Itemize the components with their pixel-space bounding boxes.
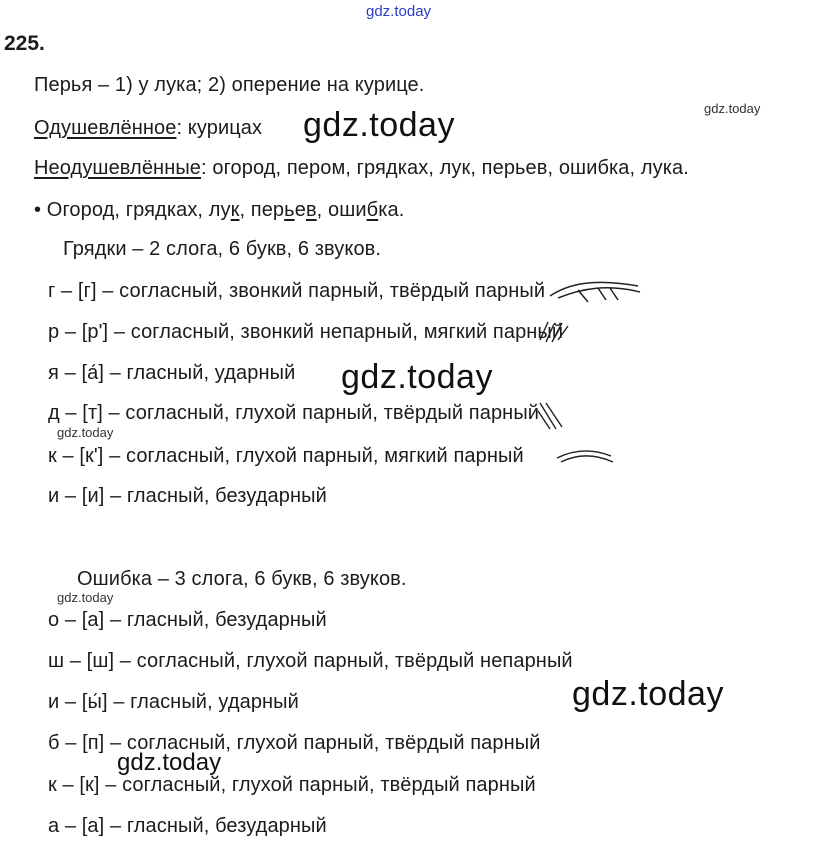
word1-sound-line: р – [р'] – согласный, звонкий непарный, мягкий парный [48, 321, 564, 343]
underlined-letter: к [230, 199, 240, 221]
exercise-number: 225. [4, 32, 45, 55]
word2-sound-line: о – [а] – гласный, безударный [48, 609, 327, 631]
watermark-top: gdz.today [366, 3, 432, 20]
inanimate-label: Неодушевлённые [34, 157, 202, 179]
scribble-mark [548, 276, 643, 304]
word1-sound-line: я – [а́] – гласный, ударный [48, 362, 296, 384]
word1-heading: Грядки – 2 слога, 6 букв, 6 звуков. [63, 238, 382, 260]
word1-sound-line: и – [и] – гласный, безударный [48, 485, 327, 507]
bullet-mark: • [34, 199, 42, 221]
watermark: gdz.today [704, 101, 761, 116]
underlined-letter: ь [284, 199, 295, 221]
scribble-mark [536, 401, 576, 431]
animate-line [34, 116, 262, 140]
word2-sound-line: б – [п] – согласный, глухой парный, твёрдый парный [48, 732, 541, 754]
word2-sound-line: а – [а] – гласный, безударный [48, 815, 327, 837]
bullet-line [34, 198, 404, 222]
inanimate-line [34, 156, 689, 180]
definition-line: Перья – 1) у лука; 2) оперение на курице. [34, 74, 425, 96]
bullet-text: , пер [239, 199, 285, 221]
scribble-mark [555, 444, 615, 466]
bullet-text: Огоро [46, 199, 103, 221]
watermark: gdz.today [57, 590, 114, 605]
watermark: gdz.today [303, 106, 455, 144]
underlined-letter: д [102, 199, 115, 221]
watermark: gdz.today [117, 749, 222, 776]
word1-sound-line: д – [т] – согласный, глухой парный, твёрдый парный [48, 402, 540, 424]
word1-sound-line: г – [г] – согласный, звонкий парный, твёрдый парный [48, 280, 546, 302]
animate-label: Одушевлённое [34, 117, 177, 139]
underlined-letter: в [305, 199, 317, 221]
word1-sound-line: к – [к'] – согласный, глухой парный, мягкий парный [48, 445, 524, 467]
watermark: gdz.today [57, 425, 114, 440]
bullet-text: е [294, 199, 306, 221]
underlined-letter: б [366, 199, 379, 221]
word2-sound-line: к – [к] – согласный, глухой парный, твёрдый парный [48, 774, 536, 796]
bullet-text: , грядках, лу [114, 199, 231, 221]
word2-sound-line: ш – [ш] – согласный, глухой парный, твёрдый непарный [48, 650, 573, 672]
bullet-text: ка. [378, 199, 405, 221]
word2-heading: Ошибка – 3 слога, 6 букв, 6 звуков. [77, 568, 407, 590]
bullet-text: , оши [316, 199, 367, 221]
scribble-mark [538, 318, 578, 344]
word2-sound-line: и – [ы́] – гласный, ударный [48, 691, 299, 713]
inanimate-words: : огород, пером, грядках, лук, перьев, ошибка, лука. [201, 157, 689, 179]
watermark: gdz.today [341, 358, 493, 396]
animate-words: : курицах [176, 117, 263, 139]
watermark: gdz.today [572, 675, 724, 713]
